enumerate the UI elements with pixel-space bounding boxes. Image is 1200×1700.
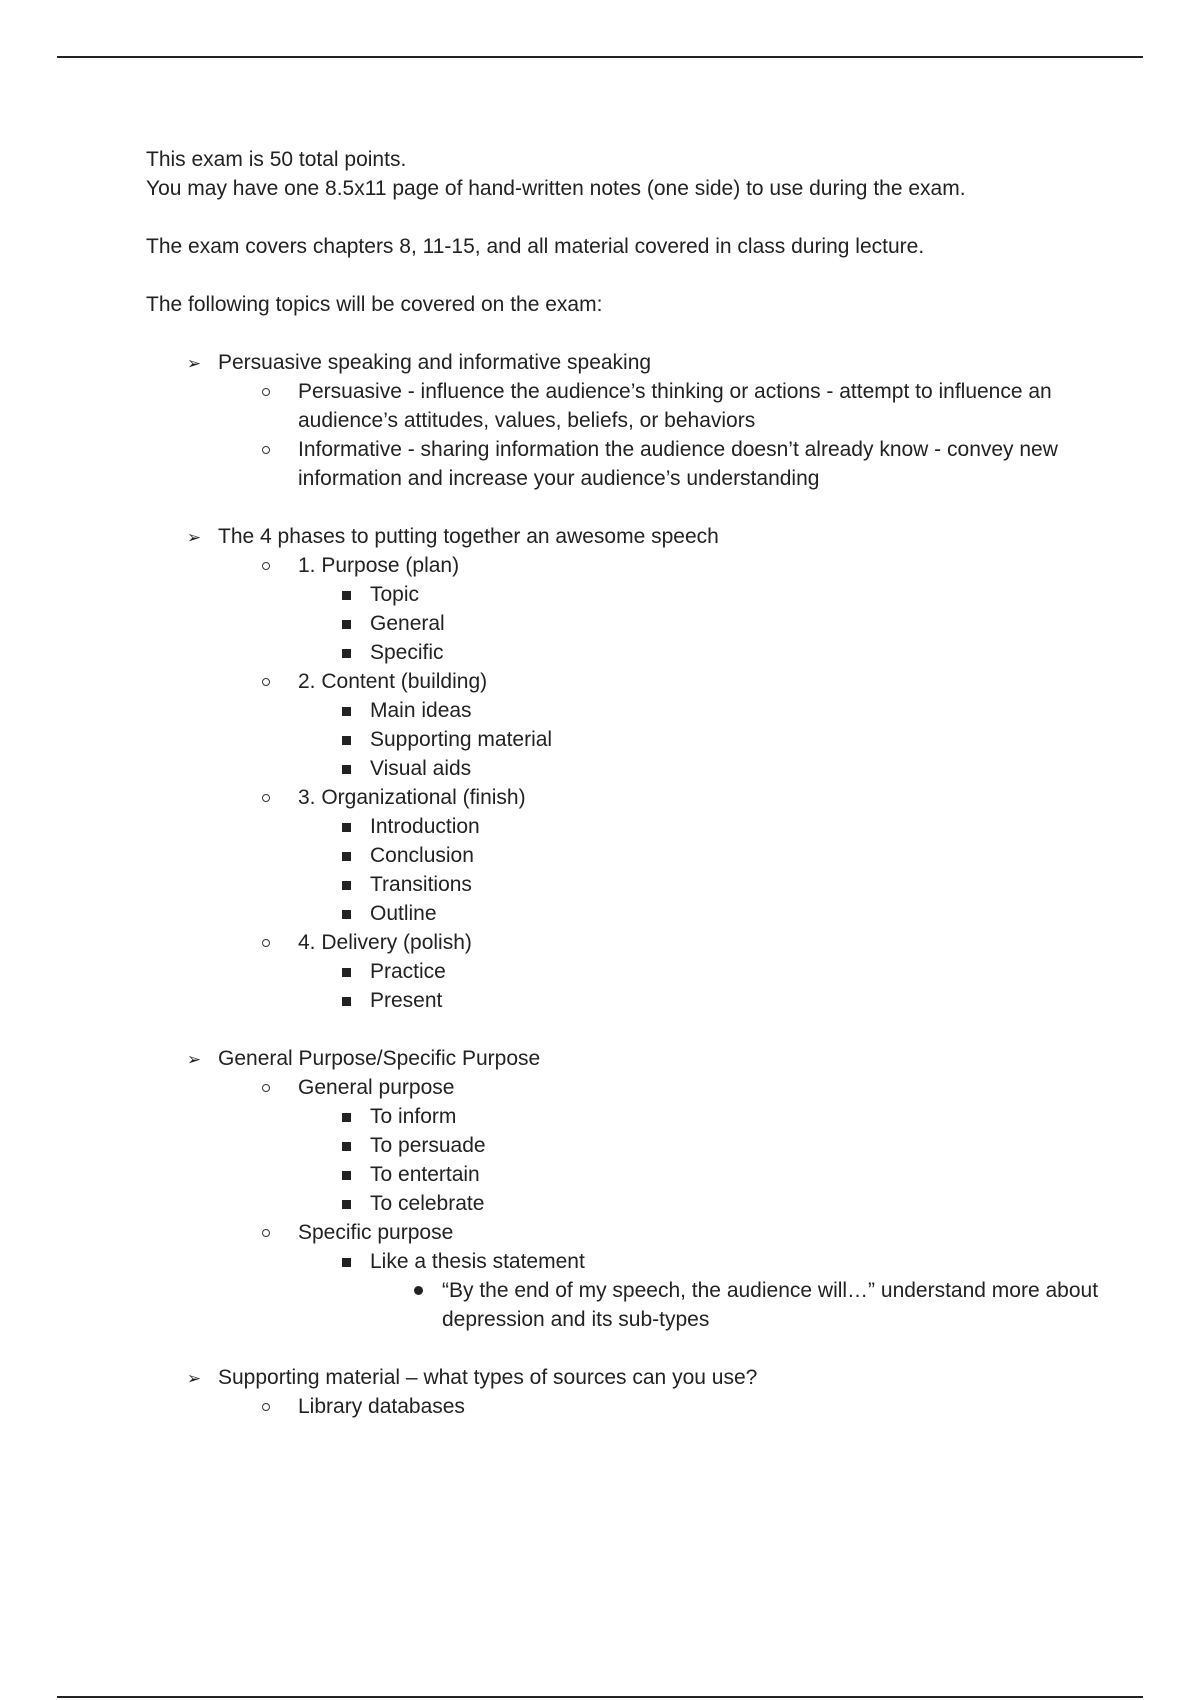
detail-label: Introduction	[370, 815, 480, 838]
square-bullet-icon	[342, 823, 351, 832]
circle-bullet-icon	[262, 1403, 270, 1411]
detail-label: Main ideas	[370, 699, 472, 722]
square-bullet-icon	[342, 910, 351, 919]
circle-bullet-icon	[262, 446, 270, 454]
detail-item	[338, 1189, 1106, 1218]
detail-item	[338, 638, 1106, 667]
circle-bullet-icon	[262, 794, 270, 802]
detail-item	[338, 754, 1106, 783]
arrow-bullet-icon: ➢	[186, 354, 202, 373]
topic-item	[186, 1044, 1106, 1334]
detail-item	[338, 609, 1106, 638]
square-bullet-icon	[342, 881, 351, 890]
detail-label: To inform	[370, 1105, 457, 1128]
intro-points: This exam is 50 total points.	[146, 148, 407, 171]
arrow-bullet-icon: ➢	[186, 1369, 202, 1388]
square-bullet-icon	[342, 852, 351, 861]
detail-label: Practice	[370, 960, 446, 983]
detail-label: To celebrate	[370, 1192, 485, 1215]
bottom-rule	[57, 1696, 1143, 1698]
square-bullet-icon	[342, 1171, 351, 1180]
subtopic-label: 3. Organizational (finish)	[298, 786, 526, 809]
subtopic-label: General purpose	[298, 1076, 455, 1099]
circle-bullet-icon	[262, 939, 270, 947]
topic-item	[186, 522, 1106, 1015]
circle-bullet-icon	[262, 388, 270, 396]
arrow-bullet-icon: ➢	[186, 1050, 202, 1069]
detail-label: General	[370, 612, 445, 635]
subtopic-label: 4. Delivery (polish)	[298, 931, 472, 954]
circle-bullet-icon	[262, 562, 270, 570]
detail-item	[338, 580, 1106, 609]
detail-item	[338, 899, 1106, 928]
topic-label: General Purpose/Specific Purpose	[218, 1047, 541, 1070]
detail-label: Conclusion	[370, 844, 474, 867]
topic-item	[186, 1363, 1106, 1421]
detail-item	[338, 870, 1106, 899]
topic-item	[186, 348, 1106, 493]
detail-item	[338, 1102, 1106, 1131]
top-rule	[57, 56, 1143, 58]
circle-bullet-icon	[262, 1084, 270, 1092]
detail-label: Like a thesis statement	[370, 1250, 585, 1273]
subtopic-item	[258, 1073, 1106, 1218]
detail-item	[338, 957, 1106, 986]
circle-bullet-icon	[262, 1229, 270, 1237]
square-bullet-icon	[342, 1142, 351, 1151]
detail-item	[338, 725, 1106, 754]
detail-label: Present	[370, 989, 443, 1012]
detail-item	[338, 1160, 1106, 1189]
detail-item	[338, 696, 1106, 725]
detail-label: Supporting material	[370, 728, 553, 751]
arrow-bullet-icon: ➢	[186, 528, 202, 547]
detail-item	[338, 841, 1106, 870]
detail-label: To entertain	[370, 1163, 480, 1186]
topic-label: Supporting material – what types of sources can you use?	[218, 1366, 758, 1389]
example-item	[410, 1276, 1106, 1334]
subtopic-label: Informative - sharing information the audience doesn’t already know - convey new information and increase your audience’s understanding	[298, 438, 1058, 490]
circle-bullet-icon	[262, 678, 270, 686]
example-label: “By the end of my speech, the audience will…” understand more about depression and its sub-types	[442, 1279, 1099, 1331]
detail-item	[338, 812, 1106, 841]
square-bullet-icon	[342, 591, 351, 600]
detail-label: To persuade	[370, 1134, 486, 1157]
document-body	[146, 145, 1106, 1421]
subtopic-item	[258, 1392, 1106, 1421]
square-bullet-icon	[342, 1113, 351, 1122]
subtopic-item	[258, 377, 1106, 435]
square-bullet-icon	[342, 736, 351, 745]
subtopic-item	[258, 1218, 1106, 1334]
square-bullet-icon	[342, 997, 351, 1006]
topic-list	[186, 348, 1106, 1421]
dot-bullet-icon	[414, 1286, 423, 1295]
subtopic-label: 1. Purpose (plan)	[298, 554, 460, 577]
square-bullet-icon	[342, 1200, 351, 1209]
intro-notes: You may have one 8.5x11 page of hand-written notes (one side) to use during the exam.	[146, 177, 966, 200]
detail-label: Outline	[370, 902, 437, 925]
subtopic-label: Persuasive - influence the audience’s thinking or actions - attempt to influence an audience’s attitudes, values, beliefs, or behaviors	[298, 380, 1052, 432]
subtopic-item	[258, 435, 1106, 493]
detail-label: Visual aids	[370, 757, 472, 780]
square-bullet-icon	[342, 707, 351, 716]
topic-label: Persuasive speaking and informative speaking	[218, 351, 652, 374]
subtopic-item	[258, 783, 1106, 928]
square-bullet-icon	[342, 765, 351, 774]
intro-coverage: The exam covers chapters 8, 11-15, and all material covered in class during lecture.	[146, 235, 925, 258]
detail-item	[338, 1131, 1106, 1160]
subtopic-item	[258, 551, 1106, 667]
square-bullet-icon	[342, 1258, 351, 1267]
square-bullet-icon	[342, 968, 351, 977]
detail-label: Topic	[370, 583, 420, 606]
square-bullet-icon	[342, 649, 351, 658]
subtopic-label: Library databases	[298, 1395, 465, 1418]
subtopic-label: Specific purpose	[298, 1221, 454, 1244]
subtopic-item	[258, 928, 1106, 1015]
topic-label: The 4 phases to putting together an awesome speech	[218, 525, 719, 548]
detail-label: Specific	[370, 641, 444, 664]
square-bullet-icon	[342, 620, 351, 629]
detail-item	[338, 986, 1106, 1015]
detail-item	[338, 1247, 1106, 1334]
intro-topics-heading: The following topics will be covered on the exam:	[146, 293, 603, 316]
detail-label: Transitions	[370, 873, 472, 896]
subtopic-item	[258, 667, 1106, 783]
subtopic-label: 2. Content (building)	[298, 670, 488, 693]
